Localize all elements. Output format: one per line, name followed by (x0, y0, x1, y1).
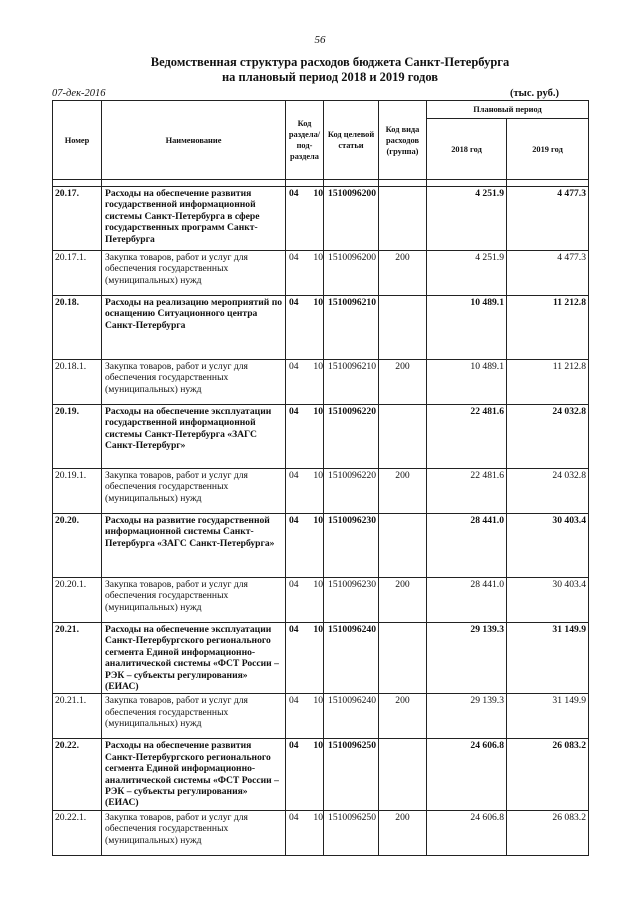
row-2019: 31 149.9 (507, 694, 589, 739)
row-number: 20.20. (53, 514, 102, 578)
row-number: 20.22. (53, 739, 102, 810)
razdel-code: 04 (289, 252, 299, 263)
row-2019: 24 032.8 (507, 469, 589, 514)
row-name: Закупка товаров, работ и услуг для обеспечения государственных (муниципальных) нужд (102, 578, 286, 623)
podrazdel-code: 10 (313, 188, 323, 199)
page-number: 56 (314, 34, 326, 46)
row-statya: 1510096220 (324, 469, 379, 514)
row-razdel (286, 739, 324, 810)
table-row (53, 360, 589, 405)
row-vid (379, 187, 427, 251)
row-vid (379, 739, 427, 810)
podrazdel-code: 10 (313, 406, 323, 417)
row-statya: 1510096250 (324, 739, 379, 810)
row-number: 20.17. (53, 187, 102, 251)
row-razdel (286, 405, 324, 469)
header-name: Наименование (102, 101, 286, 180)
row-razdel (286, 469, 324, 514)
title-line-2: на плановый период 2018 и 2019 годов (221, 70, 439, 84)
row-2019: 4 477.3 (507, 187, 589, 251)
table-row (53, 251, 589, 296)
table-row (53, 514, 589, 578)
podrazdel-code: 10 (313, 624, 323, 635)
razdel-code: 04 (289, 624, 299, 635)
row-razdel (286, 578, 324, 623)
row-2018: 28 441.0 (427, 578, 507, 623)
header-plan: Плановый период (427, 101, 589, 119)
row-name: Расходы на обеспечение развития Санкт-Петербургского регионального сегмента Единой информационно-аналитической системы «ФСТ России – РЭК – субъекты регулирования» (ЕИАС) (102, 739, 286, 810)
row-vid (379, 296, 427, 360)
row-name: Расходы на обеспечение эксплуатации Санкт-Петербургского регионального сегмента Единой информационно-аналитической системы «ФСТ России – РЭК – субъекты регулирования» (ЕИАС) (102, 623, 286, 694)
row-2018: 29 139.3 (427, 623, 507, 694)
row-number: 20.20.1. (53, 578, 102, 623)
row-2019: 30 403.4 (507, 514, 589, 578)
razdel-code: 04 (289, 740, 299, 752)
row-2019: 30 403.4 (507, 578, 589, 623)
row-number: 20.19.1. (53, 469, 102, 514)
row-vid: 200 (379, 360, 427, 405)
row-number: 20.22.1. (53, 810, 102, 855)
budget-table (52, 100, 589, 856)
row-2018: 4 251.9 (427, 251, 507, 296)
razdel-code: 04 (289, 579, 299, 590)
row-vid (379, 514, 427, 578)
row-name: Закупка товаров, работ и услуг для обеспечения государственных (муниципальных) нужд (102, 360, 286, 405)
document-date: 07-дек-2016 (52, 88, 106, 99)
razdel-code: 04 (289, 188, 299, 199)
razdel-code: 04 (289, 470, 299, 481)
row-2019: 26 083.2 (507, 739, 589, 810)
row-razdel (286, 694, 324, 739)
row-number: 20.18. (53, 296, 102, 360)
row-name: Расходы на обеспечение эксплуатации государственной информационной системы Санкт-Петербурга «ЗАГС Санкт-Петербург» (102, 405, 286, 469)
table-row (53, 296, 589, 360)
row-number: 20.19. (53, 405, 102, 469)
row-razdel (286, 296, 324, 360)
table-row (53, 578, 589, 623)
row-statya: 1510096220 (324, 405, 379, 469)
row-name: Расходы на обеспечение развития государственной информационной системы Санкт-Петербурга в сфере государственных программ Санкт-Петербурга (102, 187, 286, 251)
row-2019: 11 212.8 (507, 360, 589, 405)
podrazdel-code: 10 (313, 515, 323, 526)
row-statya: 1510096240 (324, 623, 379, 694)
row-name: Закупка товаров, работ и услуг для обеспечения государственных (муниципальных) нужд (102, 251, 286, 296)
row-number: 20.21. (53, 623, 102, 694)
row-razdel (286, 810, 324, 855)
row-vid (379, 623, 427, 694)
row-2019: 26 083.2 (507, 810, 589, 855)
row-2018: 22 481.6 (427, 469, 507, 514)
separator-row (53, 180, 589, 187)
row-2019: 31 149.9 (507, 623, 589, 694)
row-statya: 1510096250 (324, 810, 379, 855)
document-title (60, 55, 600, 85)
podrazdel-code: 10 (313, 470, 323, 481)
row-2019: 4 477.3 (507, 251, 589, 296)
podrazdel-code: 10 (313, 361, 323, 372)
table-row (53, 469, 589, 514)
row-statya: 1510096210 (324, 360, 379, 405)
row-number: 20.21.1. (53, 694, 102, 739)
row-2018: 22 481.6 (427, 405, 507, 469)
row-2018: 24 606.8 (427, 739, 507, 810)
row-vid: 200 (379, 810, 427, 855)
podrazdel-code: 10 (313, 252, 323, 263)
header-2018: 2018 год (427, 119, 507, 180)
header-vid: Код вида расходов (группа) (379, 101, 427, 180)
podrazdel-code: 10 (313, 579, 323, 590)
row-name: Расходы на реализацию мероприятий по оснащению Ситуационного центра Санкт-Петербурга (102, 296, 286, 360)
title-line-1: Ведомственная структура расходов бюджета Санкт-Петербурга (150, 55, 510, 69)
row-name: Закупка товаров, работ и услуг для обеспечения государственных (муниципальных) нужд (102, 810, 286, 855)
podrazdel-code: 10 (313, 811, 323, 823)
row-2018: 28 441.0 (427, 514, 507, 578)
header-razdel: Код раздела/ под- раздела (286, 101, 324, 180)
podrazdel-code: 10 (313, 695, 323, 707)
row-vid: 200 (379, 578, 427, 623)
row-2018: 10 489.1 (427, 360, 507, 405)
razdel-code: 04 (289, 297, 299, 308)
units-label: (тыс. руб.) (510, 88, 559, 99)
razdel-code: 04 (289, 361, 299, 372)
header-2019: 2019 год (507, 119, 589, 180)
row-statya: 1510096230 (324, 578, 379, 623)
razdel-code: 04 (289, 811, 299, 823)
table-row (53, 810, 589, 855)
row-statya: 1510096200 (324, 251, 379, 296)
row-name: Расходы на развитие государственной информационной системы Санкт-Петербурга «ЗАГС Санкт-Петербурга» (102, 514, 286, 578)
row-razdel (286, 360, 324, 405)
row-statya: 1510096210 (324, 296, 379, 360)
table-row (53, 187, 589, 251)
razdel-code: 04 (289, 695, 299, 707)
podrazdel-code: 10 (313, 740, 323, 752)
podrazdel-code: 10 (313, 297, 323, 308)
row-vid: 200 (379, 251, 427, 296)
header-statya: Код целевой статьи (324, 101, 379, 180)
razdel-code: 04 (289, 406, 299, 417)
row-2018: 29 139.3 (427, 694, 507, 739)
row-name: Закупка товаров, работ и услуг для обеспечения государственных (муниципальных) нужд (102, 469, 286, 514)
row-razdel (286, 514, 324, 578)
razdel-code: 04 (289, 515, 299, 526)
row-vid (379, 405, 427, 469)
table-row (53, 405, 589, 469)
row-statya: 1510096240 (324, 694, 379, 739)
row-2018: 4 251.9 (427, 187, 507, 251)
row-razdel (286, 251, 324, 296)
row-name: Закупка товаров, работ и услуг для обеспечения государственных (муниципальных) нужд (102, 694, 286, 739)
row-statya: 1510096230 (324, 514, 379, 578)
row-number: 20.17.1. (53, 251, 102, 296)
row-razdel (286, 187, 324, 251)
row-2018: 24 606.8 (427, 810, 507, 855)
row-razdel (286, 623, 324, 694)
row-2019: 11 212.8 (507, 296, 589, 360)
row-2018: 10 489.1 (427, 296, 507, 360)
row-vid: 200 (379, 694, 427, 739)
table-row (53, 623, 589, 694)
row-vid: 200 (379, 469, 427, 514)
row-number: 20.18.1. (53, 360, 102, 405)
row-2019: 24 032.8 (507, 405, 589, 469)
header-number: Номер (53, 101, 102, 180)
row-statya: 1510096200 (324, 187, 379, 251)
table-row (53, 694, 589, 739)
table-row (53, 739, 589, 810)
